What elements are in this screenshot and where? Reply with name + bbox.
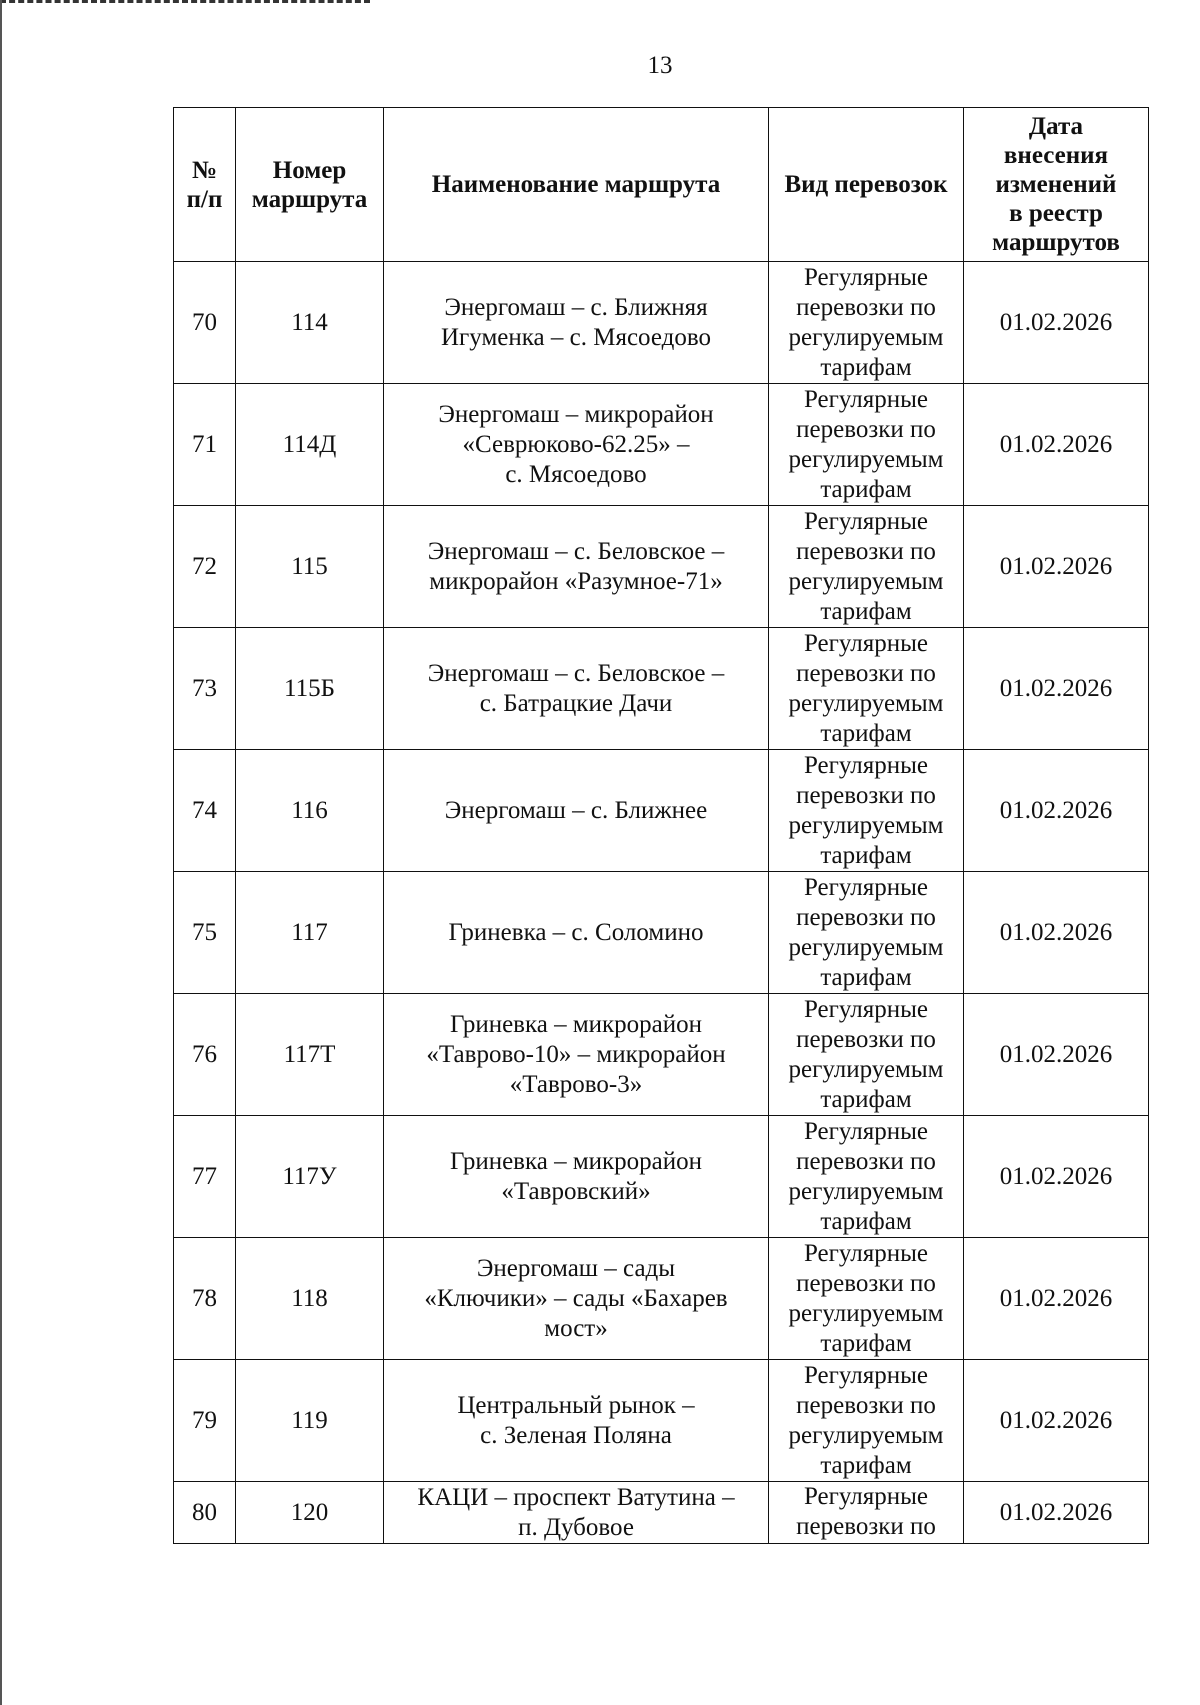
cell-type-line: тарифам	[820, 1451, 912, 1479]
cell-type-line: перевозки по	[796, 415, 936, 443]
cell-num: 77	[174, 1116, 236, 1238]
cell-type	[769, 628, 964, 750]
cell-type-line: тарифам	[820, 1329, 912, 1357]
cell-type-line: перевозки по	[796, 781, 936, 809]
cell-name-line: «Ключики» – сады «Бахарев	[424, 1284, 728, 1312]
cell-type	[769, 262, 964, 384]
cell-date: 01.02.2026	[964, 750, 1149, 872]
cell-name-line: Центральный рынок –	[457, 1391, 695, 1419]
cell-date: 01.02.2026	[964, 384, 1149, 506]
cell-name-line: Энергомаш – микрорайон	[438, 400, 714, 428]
cell-name-line: Гриневка – микрорайон	[449, 1147, 703, 1175]
cell-type-line: регулируемым	[788, 1055, 944, 1083]
table-row	[174, 872, 1149, 994]
cell-type-line: регулируемым	[788, 445, 944, 473]
header-date	[964, 108, 1149, 262]
cell-num: 70	[174, 262, 236, 384]
cell-route: 114	[236, 262, 384, 384]
table-row	[174, 1238, 1149, 1360]
cell-name-line: с. Мясоедово	[505, 460, 647, 488]
cell-type-line: тарифам	[820, 963, 912, 991]
cell-type-line: регулируемым	[788, 1299, 944, 1327]
cell-type-line: регулируемым	[788, 567, 944, 595]
cell-type	[769, 1482, 964, 1544]
cell-date: 01.02.2026	[964, 628, 1149, 750]
cell-route: 116	[236, 750, 384, 872]
cell-type	[769, 506, 964, 628]
cell-type-line: перевозки по	[796, 1147, 936, 1175]
cell-type-line: перевозки по	[796, 1025, 936, 1053]
cell-type-line: регулируемым	[788, 1177, 944, 1205]
cell-type-line: регулируемым	[788, 323, 944, 351]
cell-name-line: «Тавровский»	[501, 1177, 651, 1205]
table-body	[174, 262, 1149, 1544]
cell-name-line: «Таврово-10» – микрорайон	[426, 1040, 726, 1068]
cell-type-line: Регулярные	[803, 751, 929, 779]
cell-route: 118	[236, 1238, 384, 1360]
header-date-line: изменений	[995, 171, 1117, 198]
cell-name-line: с. Батрацкие Дачи	[479, 689, 673, 717]
cell-type-line: тарифам	[820, 841, 912, 869]
table-row	[174, 506, 1149, 628]
header-route-line: Номер	[272, 156, 347, 184]
cell-type-line: перевозки по	[796, 1513, 936, 1540]
cell-type	[769, 384, 964, 506]
cell-num: 71	[174, 384, 236, 506]
cell-type-line: перевозки по	[796, 903, 936, 931]
cell-type-line: перевозки по	[796, 659, 936, 687]
cell-date: 01.02.2026	[964, 994, 1149, 1116]
cell-name-line: Гриневка – микрорайон	[449, 1010, 703, 1038]
table-header-row	[174, 108, 1149, 262]
cell-name	[384, 1482, 769, 1544]
cell-name	[384, 262, 769, 384]
cell-type-line: перевозки по	[796, 293, 936, 321]
header-date-line: внесения	[1003, 142, 1109, 169]
scan-edge-top	[0, 0, 370, 3]
cell-date: 01.02.2026	[964, 1116, 1149, 1238]
cell-type	[769, 1360, 964, 1482]
scan-edge-left	[0, 0, 2, 1705]
cell-type-line: тарифам	[820, 353, 912, 381]
cell-num: 75	[174, 872, 236, 994]
table-row	[174, 262, 1149, 384]
cell-date: 01.02.2026	[964, 1360, 1149, 1482]
cell-type-line: Регулярные	[803, 629, 929, 657]
cell-name-line: мост»	[544, 1314, 608, 1342]
cell-type-line: Регулярные	[803, 1117, 929, 1145]
table-row	[174, 1360, 1149, 1482]
cell-name-line: с. Зеленая Поляна	[480, 1421, 672, 1449]
table-row	[174, 750, 1149, 872]
cell-name	[384, 872, 769, 994]
cell-type-line: Регулярные	[803, 263, 929, 291]
cell-type-line: регулируемым	[788, 811, 944, 839]
cell-date: 01.02.2026	[964, 1238, 1149, 1360]
cell-name-line: Энергомаш – с. Беловское –	[427, 537, 725, 565]
header-date-line: Дата	[1028, 113, 1084, 140]
cell-type-line: регулируемым	[788, 1421, 944, 1449]
header-date-line: в реестр	[1009, 200, 1103, 227]
header-num-line: №	[191, 156, 218, 184]
cell-type-line: Регулярные	[803, 385, 929, 413]
cell-num: 73	[174, 628, 236, 750]
cell-name-line: Энергомаш – с. Ближняя	[444, 293, 708, 321]
cell-type-line: Регулярные	[803, 873, 929, 901]
table-row	[174, 384, 1149, 506]
cell-num: 79	[174, 1360, 236, 1482]
cell-num: 80	[174, 1482, 236, 1544]
cell-name-line: Энергомаш – сады	[476, 1254, 676, 1282]
cell-route: 119	[236, 1360, 384, 1482]
table-row	[174, 628, 1149, 750]
cell-name-line: Энергомаш – с. Ближнее	[444, 796, 708, 824]
cell-name	[384, 506, 769, 628]
cell-type-line: тарифам	[820, 719, 912, 747]
cell-name-line: микрорайон «Разумное-71»	[429, 567, 723, 595]
routes-table	[173, 107, 1149, 1544]
cell-route: 115	[236, 506, 384, 628]
header-num	[174, 108, 236, 262]
cell-type	[769, 1116, 964, 1238]
cell-type-line: Регулярные	[803, 1239, 929, 1267]
cell-route: 117Т	[236, 994, 384, 1116]
cell-name	[384, 994, 769, 1116]
cell-type-line: тарифам	[820, 1085, 912, 1113]
cell-type	[769, 1238, 964, 1360]
cell-route: 117	[236, 872, 384, 994]
cell-num: 78	[174, 1238, 236, 1360]
cell-num: 74	[174, 750, 236, 872]
table-row	[174, 1116, 1149, 1238]
cell-date: 01.02.2026	[964, 262, 1149, 384]
header-date-line: маршрутов	[992, 229, 1120, 256]
cell-name-line: Игуменка – с. Мясоедово	[441, 323, 711, 351]
header-route-line: маршрута	[251, 185, 368, 213]
cell-type-line: перевозки по	[796, 537, 936, 565]
cell-name	[384, 628, 769, 750]
cell-type-line: регулируемым	[788, 933, 944, 961]
cell-type-line: тарифам	[820, 475, 912, 503]
cell-name-line: КАЦИ – проспект Ватутина –	[417, 1483, 735, 1511]
cell-type-line: регулируемым	[788, 689, 944, 717]
cell-name	[384, 1238, 769, 1360]
cell-type	[769, 750, 964, 872]
header-name: Наименование маршрута	[384, 108, 769, 262]
cell-name	[384, 1116, 769, 1238]
cell-type-line: Регулярные	[803, 1361, 929, 1389]
cell-num: 76	[174, 994, 236, 1116]
cell-route: 117У	[236, 1116, 384, 1238]
header-type: Вид перевозок	[769, 108, 964, 262]
cell-name-line: Энергомаш – с. Беловское –	[427, 659, 725, 687]
header-route	[236, 108, 384, 262]
cell-name-line: «Таврово-3»	[509, 1070, 643, 1098]
cell-type-line: тарифам	[820, 1207, 912, 1235]
header-num-line: п/п	[186, 185, 223, 213]
cell-name-line: п. Дубовое	[518, 1513, 634, 1541]
cell-type-line: тарифам	[820, 597, 912, 625]
cell-date: 01.02.2026	[964, 1482, 1149, 1544]
cell-name	[384, 384, 769, 506]
cell-type	[769, 872, 964, 994]
table-row	[174, 1482, 1149, 1544]
cell-name-line: Гриневка – с. Соломино	[448, 918, 704, 946]
page-number: 13	[647, 52, 673, 79]
cell-name	[384, 1360, 769, 1482]
cell-date: 01.02.2026	[964, 872, 1149, 994]
cell-date: 01.02.2026	[964, 506, 1149, 628]
cell-type-line: Регулярные	[803, 995, 929, 1023]
cell-type-line: Регулярные	[803, 1483, 929, 1510]
cell-type-line: перевозки по	[796, 1269, 936, 1297]
table-row	[174, 994, 1149, 1116]
cell-route: 120	[236, 1482, 384, 1544]
cell-num: 72	[174, 506, 236, 628]
cell-type-line: перевозки по	[796, 1391, 936, 1419]
cell-route: 114Д	[236, 384, 384, 506]
cell-name-line: «Севрюково-62.25» –	[462, 430, 690, 458]
cell-name	[384, 750, 769, 872]
cell-type-line: Регулярные	[803, 507, 929, 535]
cell-route: 115Б	[236, 628, 384, 750]
cell-type	[769, 994, 964, 1116]
